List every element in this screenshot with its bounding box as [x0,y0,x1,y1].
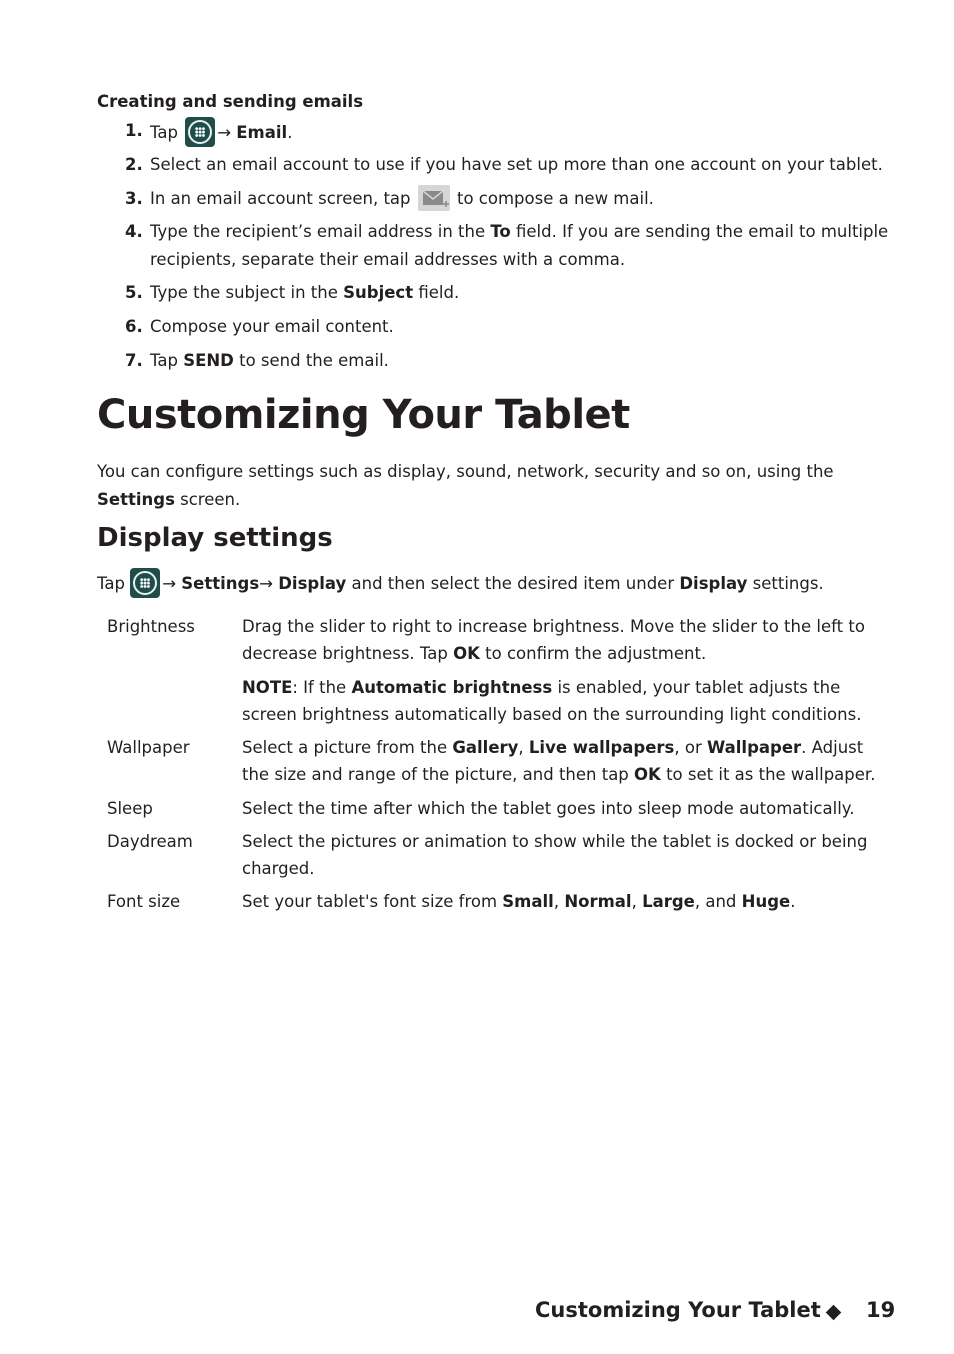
apps-icon [130,568,160,598]
apps-icon [185,117,215,147]
footer-title: Customizing Your Tablet [535,1298,821,1322]
page-number: 19 [866,1298,896,1322]
row-text-daydream: Select the pictures or animation to show while the tablet is docked or being charged. [242,832,868,878]
row-text-sleep: Select the time after which the tablet goes into sleep mode automatically. [242,799,855,818]
chapter-title: Customizing Your Tablet [97,392,630,438]
brightness-note: NOTE: If the Automatic brightness is enabled, your tablet adjusts the screen brightness automatically based on the surrounding light conditions. [242,678,862,724]
row-label-sleep: Sleep [107,799,153,818]
chapter-intro: You can configure settings such as display, sound, network, security and so on, using the Settings screen. [97,462,834,509]
document-page: Creating and sending emails 1. Tap → Email. 2. Select an email account to use if you have set up more than one account on your tablet. 3. In an email account screen, tap to compose a new mail. 4. Type the recipient’s email address in the To field. If you are sending the email to multiple recipients, separate their email addresses with a comma. 5. Type the subject in the Subject field. 6. Compose your email content. 7. Tap SEND to send the email. Customizing Your Tablet You can configure settings such as display, sound, network, security and so on, using the Settings screen. Display settings Tap → Settings→ Display and then select the desired item under Display settings. Brightness Drag the slider to right to increase brightness. Move the slider to the left to decrease brightness. Tap OK to confirm the adjustment. NOTE: If the Automatic brightness is enabled, your tablet adjusts the screen brightness automatically based on the surrounding light conditions. Wallpaper Select a picture from the Gallery, Live wallpapers, or Wallpaper. Adjust the size and range of the picture, and then tap OK to set it as the wallpaper. Sleep Select the time after which the tablet goes into sleep mode automatically. Daydream Select the pictures or animation to show while the tablet is docked or being charged. Font size Set your tablet's font size from Small, Normal, Large, and Huge. Customizing Your Tablet 19 [97,92,896,1322]
display-settings-heading: Display settings [97,523,333,553]
row-label-font-size: Font size [107,892,181,911]
row-text-wallpaper: Select a picture from the Gallery, Live wallpapers, or Wallpaper. Adjust the size and range of the picture, and then tap OK to set it as the wallpaper. [242,738,876,784]
display-instructions: Tap → Settings→ Display and then select the desired item under Display settings. [97,568,897,599]
section-heading: Creating and sending emails [97,92,364,111]
row-label-daydream: Daydream [107,832,193,851]
row-text-font-size: Set your tablet's font size from Small, Normal, Large, and Huge. [242,892,796,911]
row-label-brightness: Brightness [107,617,195,636]
row-label-wallpaper: Wallpaper [107,738,190,757]
compose-mail-icon [418,185,450,211]
row-text-brightness: Drag the slider to right to increase brightness. Move the slider to the left to decrease brightness. Tap OK to confirm the adjustment. [242,617,865,663]
diamond-icon [826,1305,842,1321]
